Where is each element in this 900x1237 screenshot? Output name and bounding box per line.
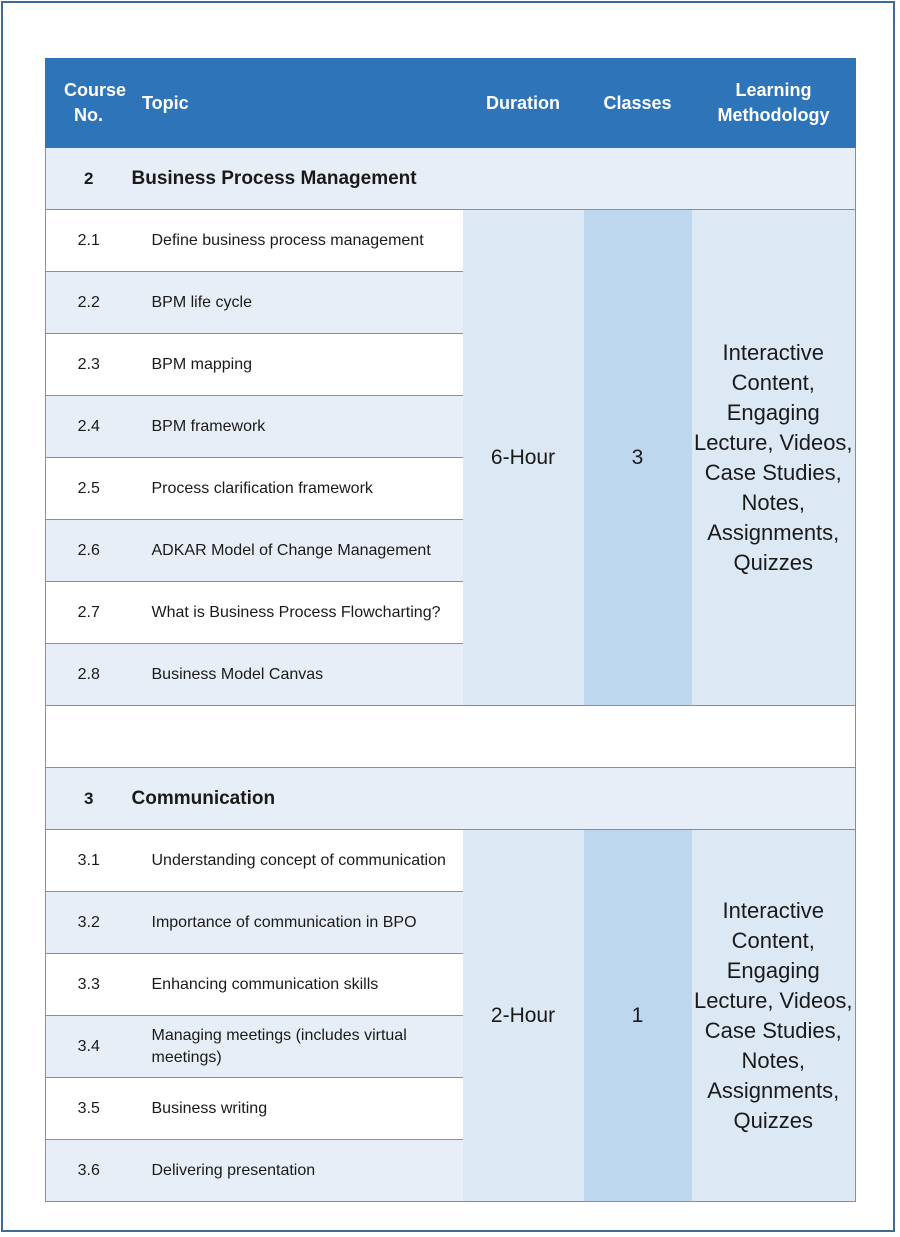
item-number: 2.2: [46, 272, 132, 334]
table-row: [46, 210, 856, 272]
section-number: 3: [46, 768, 132, 830]
item-number: 3.6: [46, 1140, 132, 1202]
item-number: 3.5: [46, 1078, 132, 1140]
item-topic: ADKAR Model of Change Management: [132, 520, 463, 582]
item-number: 3.2: [46, 892, 132, 954]
section-number: 2: [46, 148, 132, 210]
section-row: [46, 768, 856, 830]
table-header-row: [46, 59, 856, 148]
spacer-cell: [46, 706, 856, 768]
item-number: 3.3: [46, 954, 132, 1016]
item-number: 2.8: [46, 644, 132, 706]
header-methodology: Learning Methodology: [692, 59, 856, 148]
item-topic: What is Business Process Flowcharting?: [132, 582, 463, 644]
item-topic: BPM framework: [132, 396, 463, 458]
item-topic: Understanding concept of communication: [132, 830, 463, 892]
item-number: 2.3: [46, 334, 132, 396]
item-topic: BPM mapping: [132, 334, 463, 396]
duration-cell: 2-Hour: [463, 830, 584, 1202]
item-topic: Process clarification framework: [132, 458, 463, 520]
item-number: 2.5: [46, 458, 132, 520]
header-classes: Classes: [584, 59, 692, 148]
header-duration: Duration: [463, 59, 584, 148]
section-title: Business Process Management: [132, 148, 856, 210]
section-row: [46, 148, 856, 210]
item-topic: Managing meetings (includes virtual meetings): [132, 1016, 463, 1078]
item-topic: Importance of communication in BPO: [132, 892, 463, 954]
item-number: 2.6: [46, 520, 132, 582]
item-topic: Enhancing communication skills: [132, 954, 463, 1016]
classes-cell: 3: [584, 210, 692, 706]
course-table: [45, 58, 856, 1202]
methodology-cell: Interactive Content, Engaging Lecture, Videos, Case Studies, Notes, Assignments, Quizzes: [692, 830, 856, 1202]
item-topic: Business writing: [132, 1078, 463, 1140]
methodology-cell: Interactive Content, Engaging Lecture, Videos, Case Studies, Notes, Assignments, Quizzes: [692, 210, 856, 706]
spacer-row: [46, 706, 856, 768]
header-course-no: Course No.: [46, 59, 132, 148]
item-number: 2.4: [46, 396, 132, 458]
item-topic: Delivering presentation: [132, 1140, 463, 1202]
item-topic: BPM life cycle: [132, 272, 463, 334]
item-topic: Business Model Canvas: [132, 644, 463, 706]
item-number: 3.1: [46, 830, 132, 892]
item-number: 3.4: [46, 1016, 132, 1078]
item-number: 2.7: [46, 582, 132, 644]
section-title: Communication: [132, 768, 856, 830]
item-topic: Define business process management: [132, 210, 463, 272]
item-number: 2.1: [46, 210, 132, 272]
header-topic: Topic: [132, 59, 463, 148]
table-row: [46, 830, 856, 892]
classes-cell: 1: [584, 830, 692, 1202]
duration-cell: 6-Hour: [463, 210, 584, 706]
